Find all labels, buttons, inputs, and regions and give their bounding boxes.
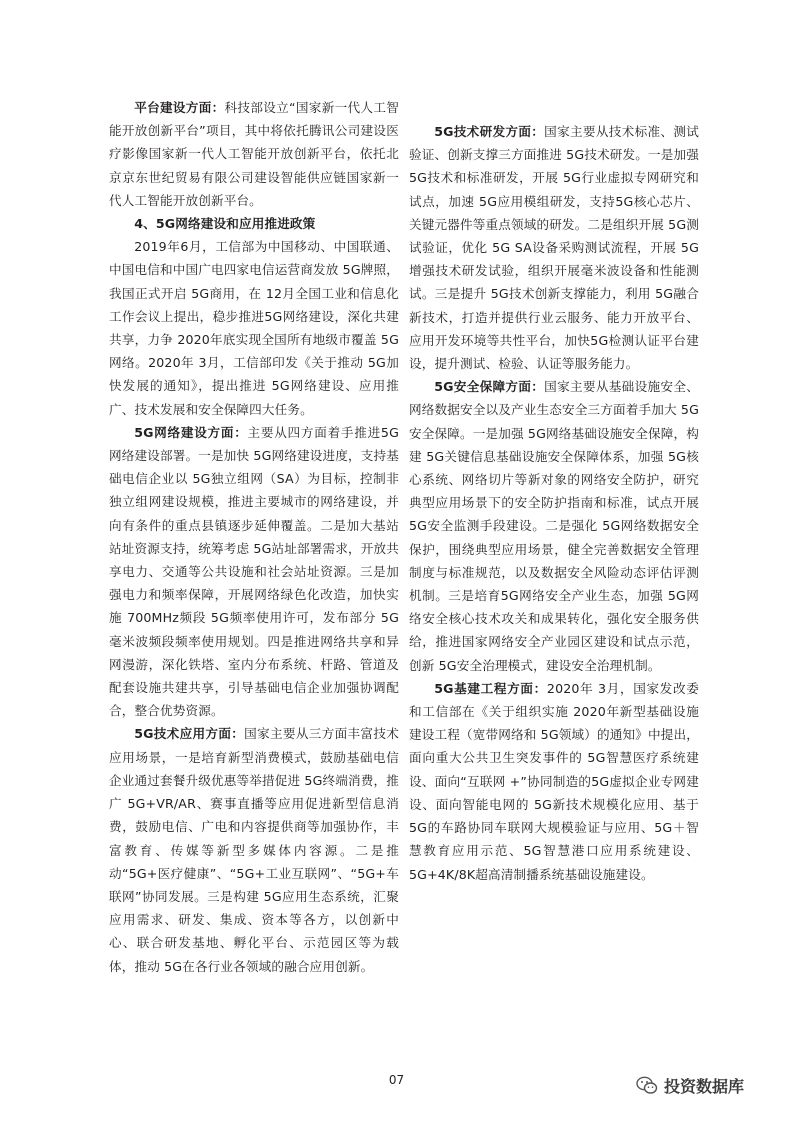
paragraph-lead: 5G安全保障方面： [434,379,545,395]
page-number: 07 [388,1073,405,1087]
paragraph-lead: 5G技术应用方面： [134,726,245,742]
paragraph-5g-network-construction [109,421,399,723]
left-column [109,96,399,978]
paragraph-lead: 5G基建工程方面： [434,680,547,696]
paragraph-5g-infrastructure [409,677,699,886]
paragraph-body: 国家主要从技术标准、测试验证、创新支撑三方面推进 5G技术研发。一是加强 5G技术和标准研发，开展 5G行业虚拟专网研究和试点，加速 5G应用模组研发，支持5G核心芯片、关键元器件等重点领域的研发。二是组织开展 5G测试验证，优化 5G SA设备采购测试流程，开展 5G增强技术研发试验，组织开展毫米波设备和性能测试。三是提升 5G技术创新支撑能力，利用 5G融合新技术，打造并提供行业云服务、能力开放平台、应用开发环境等共性平台，加快5G检测认证平台建设，提升测试、检验、认证等服务能力。 [409,124,699,372]
paragraph-body: 国家主要从基础设施安全、网络数据安全以及产业生态安全三方面着手加大 5G安全保障。一是加强 5G网络基础设施安全保障，构建 5G关键信息基础设施安全保障体系，加强 5G核心系统、网络切片等新对象的网络安全防护，研究典型应用场景下的安全防护指南和标准，试点开展 5G安全监测手段建设。二是强化 5G网络数据安全保护，围绕典型应用场景，健全完善数据安全管理制度与标准规范，以及数据安全风险动态评估评测机制。三是培育5G网络安全产业生态，加强 5G网络安全核心技术攻关和成果转化，强化安全服务供给，推进国家网络安全产业园区建设和试点示范，创新 5G安全治理模式，建设安全治理机制。 [409,379,699,673]
paragraph-5g-tech-application [109,722,399,977]
paragraph-5g-security [409,375,699,677]
paragraph-body: 科技部设立“国家新一代人工智能开放创新平台”项目，其中将依托腾讯公司建设医疗影像国家新一代人工智能开放创新平台，依托北京京东世纪贸易有限公司建设智能供应链国家新一代人工智能开放创新平台。 [109,100,399,208]
paragraph-5g-tech-rnd [409,120,699,375]
paragraph-lead: 平台建设方面： [134,100,225,115]
right-column [409,120,699,886]
wechat-icon [636,1076,658,1095]
paragraph-lead: 5G技术研发方面： [434,124,545,139]
watermark-text: 投资数据库 [664,1077,745,1096]
paragraph-body: 主要从四方面着手推进5G网络建设部署。一是加快 5G网络建设进度，支持基础电信企业以 5G独立组网（SA）为目标，控制非独立组网建设规模，推进主要城市的网络建设，并向有条件的重点县镇逐步延伸覆盖。二是加大基站站址资源支持，统筹考虑 5G站址部署需求，开放共享电力、交通等公共设施和社会站址资源。三是加强电力和频率保障，开展网络绿色化改造，加快实施 700MHz频段 5G频率使用许可，发布部分 5G毫米波频段频率使用规划。四是推进网络共享和异网漫游，深化铁塔、室内分布系统、杆路、管道及配套设施共建共享，引导基础电信企业加强协调配合，整合优势资源。 [109,424,399,719]
paragraph-platform-construction [109,96,399,212]
paragraph-body: 国家主要从三方面丰富技术应用场景，一是培育新型消费模式，鼓励基础电信企业通过套餐升级优惠等举措促进 5G终端消费，推广 5G+VR/AR、赛事直播等应用促进新型信息消费，鼓励电信、广电和内容提供商等加强协作，丰富教育、传媒等新型多媒体内容源。二是推动“5G+医疗健康”、“5G+工业互联网”、“5G+车联网”协同发展。三是构建 5G应用生态系统，汇聚应用需求、研发、集成、资本等各方，以创新中心、联合研发基地、孵化平台、示范园区等为载体，推动 5G在各行业各领域的融合应用创新。 [109,726,399,974]
paragraph-lead: 5G网络建设方面： [134,424,248,440]
paragraph-5g-policy-intro: 2019年6月，工信部为中国移动、中国联通、中国电信和中国广电四家电信运营商发放 5G牌照，我国正式开启 5G商用，在 12月全国工业和信息化工作会议上提出，稳步推进5G网络建设，深化共建共享，力争 2020年底实现全国所有地级市覆盖 5G网络。2020年 3月，工信部印发《关于推动 5G加快发展的通知》，提出推进 5G网络建设、应用推广、技术发展和安全保障四大任务。 [109,239,399,417]
paragraph-body: 2020年 3月，国家发改委和工信部在《关于组织实施 2020年新型基础设施建设工程（宽带网络和 5G领域）的通知》中提出，面向重大公共卫生突发事件的 5G智慧医疗系统建设、面向“互联网 +”协同制造的5G虚拟企业专网建设、面向智能电网的 5G新技术规模化应用、基于 5G的车路协同车联网大规模验证与应用、5G＋智慧教育应用示范、5G智慧港口应用系统建设、5G+4K/8K超高清制播系统基础设施建设。 [409,680,699,882]
watermark [636,1074,744,1097]
section-heading: 4、5G网络建设和应用推进政策 [134,216,316,232]
